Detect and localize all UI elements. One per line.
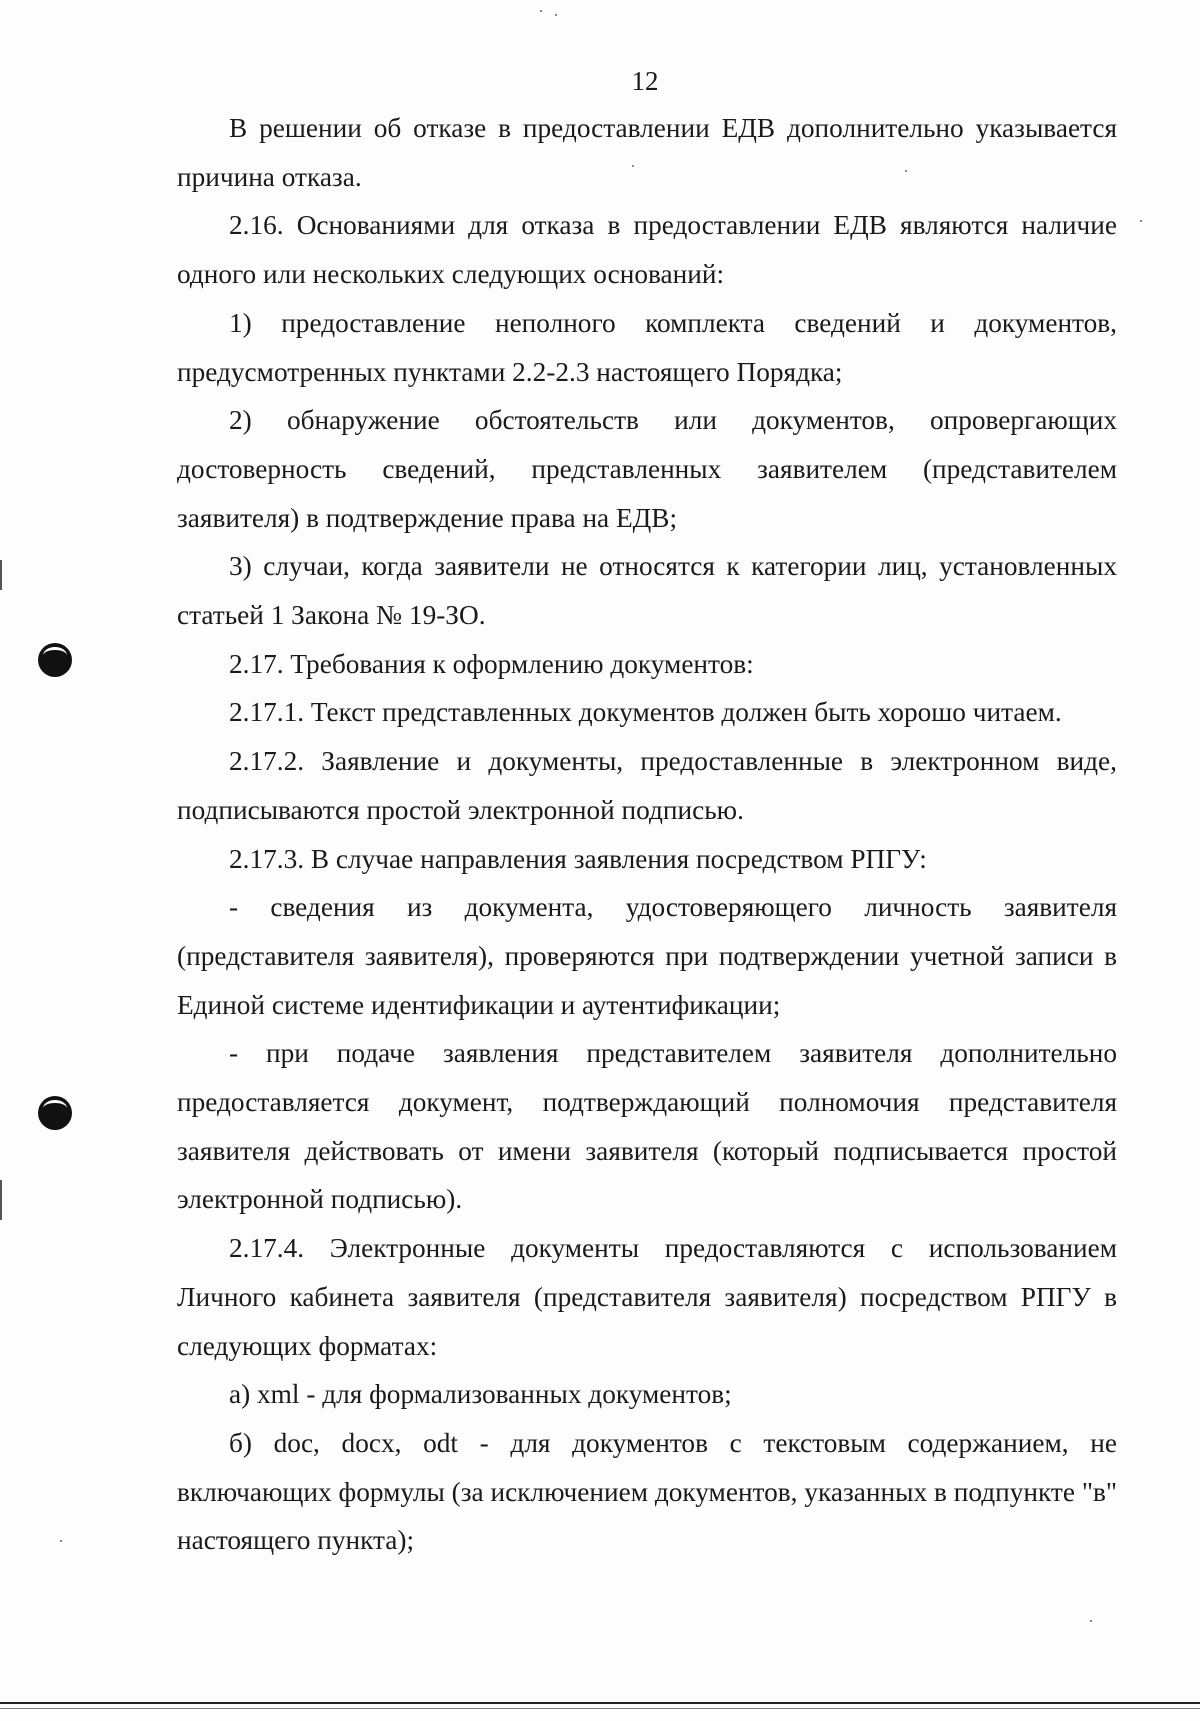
paragraph-2-17-2: 2.17.2. Заявление и документы, предоставленные в электронном виде, подписываются простой электронной подписью. [177,746,1117,825]
paragraph-item-1: 1) предоставление неполного комплекта сведений и документов, предусмотренных пунктами 2.2-2.3 настоящего Порядка; [177,307,1117,387]
page-bottom-edge [0,1702,1200,1704]
paragraph-dash-representative: - при подаче заявления представителем заявителя дополнительно предоставляется документ, подтверждающий полномочия представителя заявителя действовать от имени заявителя (который подписывается простой электронной подписью). [177,1038,1117,1215]
scan-speck [555,14,557,16]
paragraph-2-17-4: 2.17.4. Электронные документы предоставляются с использованием Личного кабинета заявителя (представителя заявителя) посредством РПГУ в следующих форматах: [177,1233,1117,1361]
scan-speck [905,170,907,172]
paragraph-2-17-3: 2.17.3. В случае направления заявления посредством РПГУ: [229,843,927,874]
scan-speck [1140,220,1142,222]
scan-edge-mark [0,560,2,590]
paragraph-format-b: б) doc, docx, odt - для документов с текстовым содержанием, не включающих формулы (за исключением документов, указанных в подпункте "в" настоящего пункта); [177,1427,1117,1556]
paragraph-format-a: а) xml - для формализованных документов; [229,1379,732,1410]
paragraph-2-17-1: 2.17.1. Текст представленных документов должен быть хорошо читаем. [229,697,1062,728]
punch-hole-icon [38,643,72,677]
scan-edge-mark [0,1180,2,1220]
paragraph-refusal-reason: В решении об отказе в предоставлении ЕДВ дополнительно указывается причина отказа. [177,113,1117,192]
scan-speck [60,1540,62,1542]
scan-speck [540,10,542,12]
scan-speck [632,165,634,167]
paragraph-2-16: 2.16. Основаниями для отказа в предоставлении ЕДВ являются наличие одного или нескольких следующих оснований: [177,210,1117,290]
punch-hole-icon [38,1096,72,1130]
paragraph-dash-identity: - сведения из документа, удостоверяющего личность заявителя (представителя заявителя), проверяются при подтверждении учетной записи в Единой системе идентификации и аутентификации; [177,892,1117,1020]
page-number: 12 [631,66,659,96]
scan-speck [1090,1620,1092,1622]
page-bottom-edge [0,1708,1200,1709]
paragraph-2-17: 2.17. Требования к оформлению документов: [229,648,754,679]
document-body [177,104,1117,1565]
paragraph-item-3: 3) случаи, когда заявители не относятся к категории лиц, установленных статьей 1 Закона № 19-ЗО. [177,551,1117,631]
paragraph-item-2: 2) обнаружение обстоятельств или документов, опровергающих достоверность сведений, представленных заявителем (представителем заявителя) в подтверждение права на ЕДВ; [177,405,1117,533]
